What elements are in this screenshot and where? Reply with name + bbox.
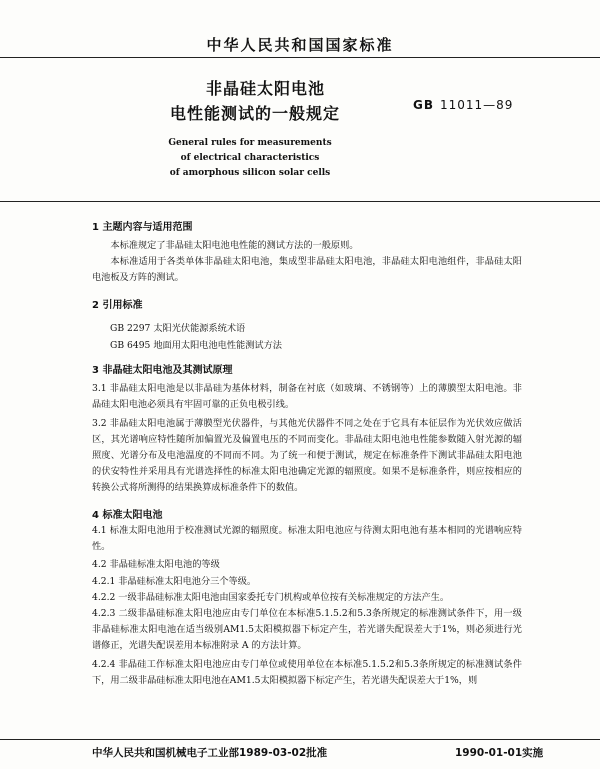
section-1-paragraph-1: 本标准规定了非晶硅太阳电池电性能的测试方法的一般原则。 xyxy=(110,240,359,251)
clause-4-2: 4.2 非晶硅标准太阳电池的等级 xyxy=(92,559,220,570)
title-line-2: 电性能测试的一般规定 xyxy=(170,104,341,123)
clause-4-2-4: 4.2.4 非晶硅工作标准太阳电池应由专门单位或使用单位在本标准5.1.5.2和5.3条所规定的标准测试条件下，用二级非晶硅标准太阳电池在AM1.5太阳模拟器下标定产生，若光谱失配误差大于1%，则 xyxy=(92,659,522,686)
reference-2: GB 6495 地面用太阳电池电性能测试方法 xyxy=(110,340,282,351)
standard-org-header: 中华人民共和国国家标准 xyxy=(206,36,394,54)
header-rule xyxy=(0,57,600,58)
clause-4-2-3: 4.2.3 二级非晶硅标准太阳电池应由专门单位在本标准5.1.5.2和5.3条所规定的标准测试条件下，用一级非晶硅标准太阳电池在适当级别AM1.5太阳模拟器下标定产生，若光谱失配误差大于1%，则必须进行光谱修正，光谱失配误差用本标准附录 A 的方法计算。 xyxy=(92,608,522,651)
section-4-heading: 4 标准太阳电池 xyxy=(92,510,163,521)
clause-3-2: 3.2 非晶硅太阳电池属于薄膜型光伏器件，与其他光伏器件不同之处在于它具有本征层作为光伏效应做活区，其光谱响应特性随所加偏置光及偏置电压的不同而变化。非晶硅太阳电池电性能参数随入射光源的辐照度、光谱分布及电池温度的不同而不同。为了统一和便于测试，规定在标准条件下测试非晶硅太阳电池的伏安特性并采用具有光谱选择性的标准太阳电池确定光源的辐照度。如果不是标准条件，则应按相应的转换公式将所测得的结果换算成标准条件下的数值。 xyxy=(92,418,522,493)
title-line-1: 非晶硅太阳电池 xyxy=(206,79,326,98)
english-title-line-3: of amorphous silicon solar cells xyxy=(169,168,331,178)
clause-4-2-2: 4.2.2 一级非晶硅标准太阳电池由国家委托专门机构或单位按有关标准规定的方法产生。 xyxy=(92,592,450,603)
section-1-heading: 1 主题内容与适用范围 xyxy=(92,222,193,233)
english-title-line-2: of electrical characteristics xyxy=(180,153,320,163)
english-title-line-1: General rules for measurements xyxy=(168,138,332,148)
footer-rule xyxy=(0,739,600,740)
section-3-heading: 3 非晶硅太阳电池及其测试原理 xyxy=(92,365,233,376)
section-1-paragraph-2: 本标准适用于各类单体非晶硅太阳电池，集成型非晶硅太阳电池，非晶硅太阳电池组件，非晶硅太阳电池板及方阵的测试。 xyxy=(92,256,522,283)
clause-4-1: 4.1 标准太阳电池用于校准测试光源的辐照度。标准太阳电池应与待测太阳电池有基本相同的光谱响应特性。 xyxy=(92,525,522,552)
clause-3-1: 3.1 非晶硅太阳电池是以非晶硅为基体材料，制备在衬底（如玻璃、不锈钢等）上的薄膜型太阳电池。非晶硅太阳电池必须具有牢固可靠的正负电极引线。 xyxy=(92,383,522,410)
clause-4-2-1: 4.2.1 非晶硅标准太阳电池分三个等级。 xyxy=(92,576,257,587)
section-2-heading: 2 引用标准 xyxy=(92,300,143,311)
approval-date: 中华人民共和国机械电子工业部1989-03-02批准 xyxy=(92,747,328,759)
effective-date: 1990-01-01实施 xyxy=(455,747,544,759)
gb-number xyxy=(413,98,513,112)
gb-code: 11011—89 xyxy=(440,98,514,112)
reference-1: GB 2297 太阳光伏能源系统术语 xyxy=(110,323,246,334)
gb-prefix: GB xyxy=(413,98,434,112)
title-rule xyxy=(0,201,600,202)
